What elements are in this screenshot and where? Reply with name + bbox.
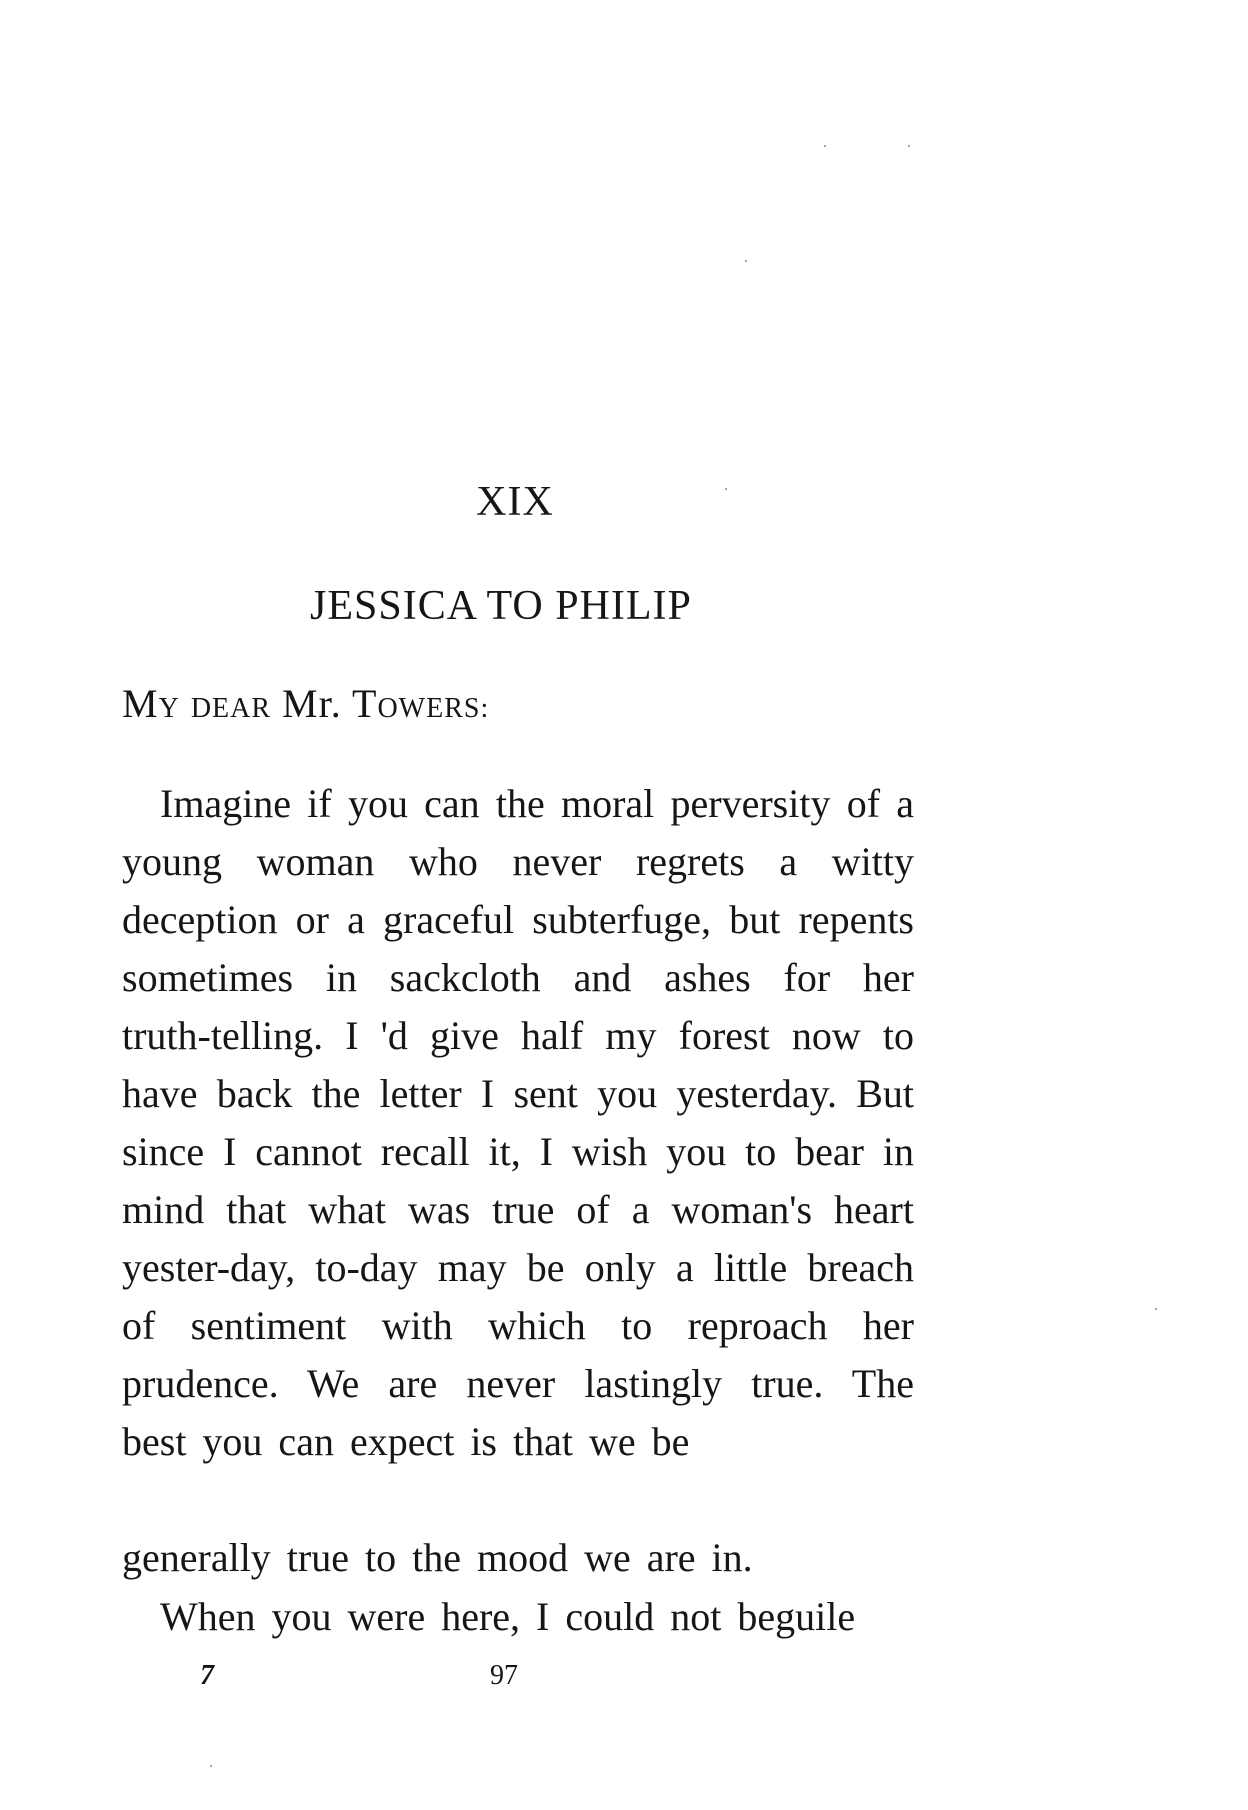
paper-speck	[745, 260, 747, 262]
salutation-small-caps-dear: DEAR	[190, 693, 272, 724]
paragraph-main-last-line: generally true to the mood we are in.	[122, 1535, 753, 1580]
paper-speck	[824, 145, 826, 147]
paper-speck	[725, 488, 727, 490]
salutation-initial-m: M	[122, 681, 159, 726]
salutation-small-caps-owers: OWERS:	[377, 693, 490, 724]
letter-salutation	[122, 680, 489, 727]
paragraph-next: When you were here, I could not beguile	[160, 1594, 856, 1639]
salutation-small-caps-y: Y	[158, 693, 180, 724]
salutation-title: Mr.	[282, 681, 342, 726]
chapter-title: JESSICA TO PHILIP	[310, 583, 692, 629]
paragraph-main: Imagine if you can the moral perversity of a young woman who never regrets a witty deception or a graceful subterfuge, but repents sometimes in sackcloth and ashes for her truth-telling. I 'd give half my forest now to have back the letter I sent you yesterday. But since I cannot recall it, I wish you to bear in mind that what was true of a woman's heart yester-day, to-day may be only a little breach of sentiment with which to reproach her prudence. We are never lastingly true. The best you can expect is that we be	[122, 781, 914, 1464]
paper-speck	[908, 145, 910, 147]
chapter-number: XIX	[476, 479, 554, 525]
paper-speck	[1155, 1308, 1157, 1310]
page-number: 97	[490, 1660, 518, 1691]
printer-signature-mark: 7	[200, 1660, 214, 1691]
paper-speck	[210, 1765, 212, 1767]
salutation-initial-t: T	[352, 681, 378, 726]
